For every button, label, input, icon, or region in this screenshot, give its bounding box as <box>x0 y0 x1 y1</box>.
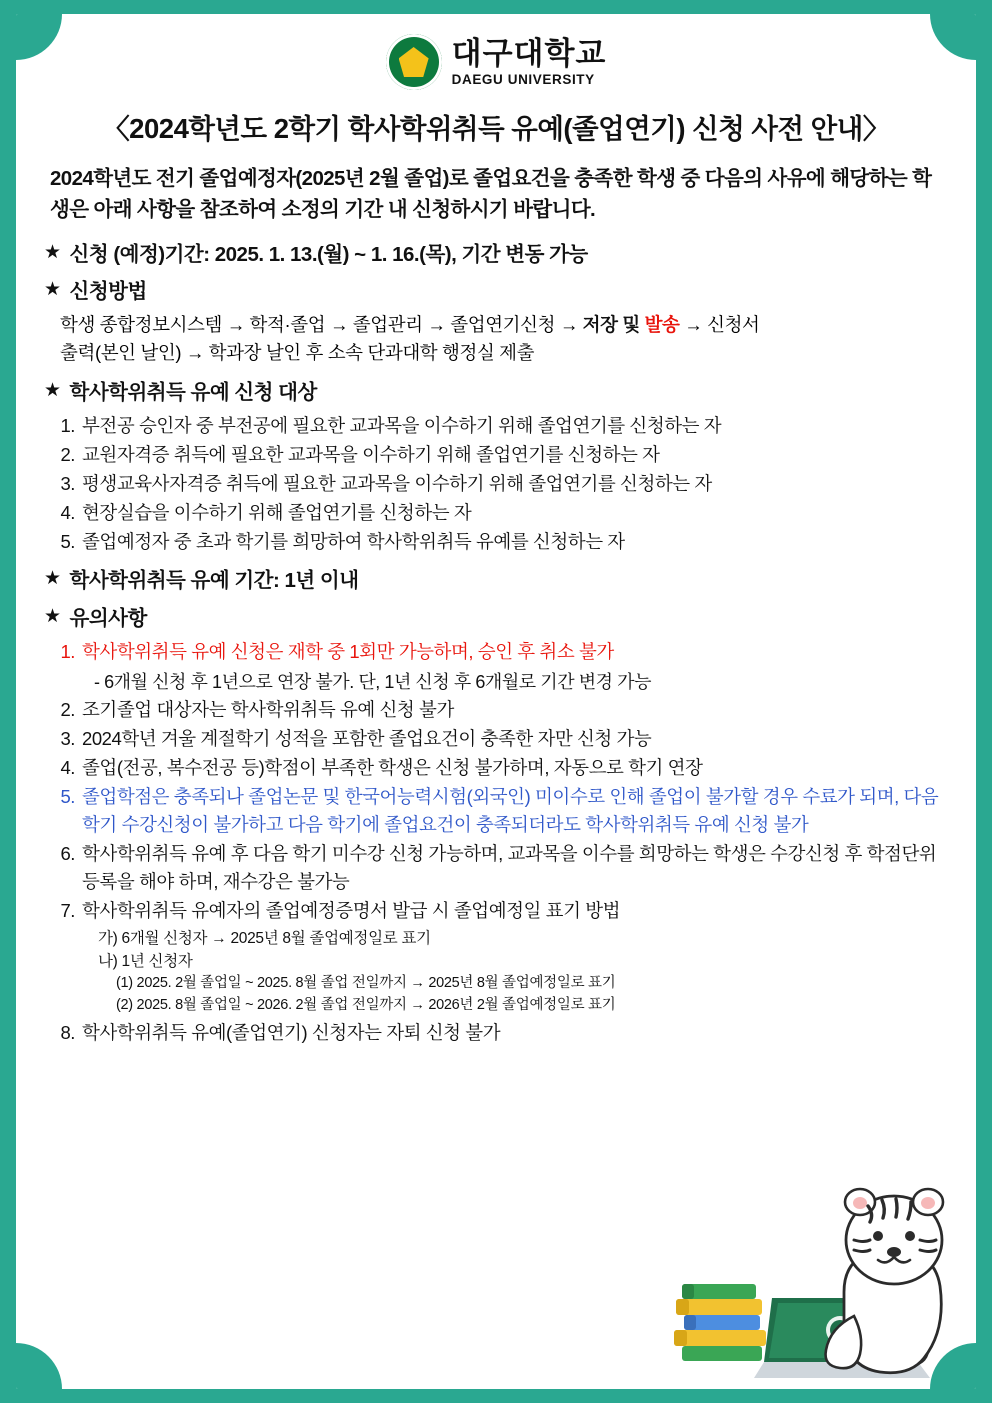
list-item: 3. 평생교육사자격증 취득에 필요한 교과목을 이수하기 위해 졸업연기를 신청하는 자 <box>60 472 712 494</box>
lead-paragraph: 2024학년도 전기 졸업예정자(2025년 2월 졸업)로 졸업요건을 충족한 학생 중 다음의 사유에 해당하는 학생은 아래 사항을 참조하여 소정의 기간 내 신청하시기 바랍니다. <box>50 167 932 221</box>
list-item: 4. 현장실습을 이수하기 위해 졸업연기를 신청하는 자 <box>60 502 472 524</box>
method-line1-strong: 저장 및 <box>582 313 645 335</box>
university-name-en: DAEGU UNIVERSITY <box>451 71 595 87</box>
star-bullet-icon: ★ <box>44 568 61 590</box>
section-method <box>42 279 950 368</box>
list-item: 6. 학사학위취득 유예 후 다음 학기 미수강 신청 가능하며, 교과목을 이수를 희망하는 학생은 수강신청 후 학점단위 등록을 해야 하며, 재수강은 불가능 <box>60 843 937 893</box>
section-duration <box>42 568 950 594</box>
section-target <box>42 380 950 556</box>
list-item: 8. 학사학위취득 유예(졸업연기) 신청자는 자퇴 신청 불가 <box>60 1021 501 1043</box>
method-steps <box>60 311 950 368</box>
notes-list <box>42 638 950 666</box>
list-item: 4. 졸업(전공, 복수전공 등)학점이 부족한 학생은 신청 불가하며, 자동으로 학기 연장 <box>60 756 703 778</box>
section-notes <box>42 606 950 1047</box>
method-line1-red: 발송 <box>644 313 680 335</box>
list-item: 2. 교원자격증 취득에 필요한 교과목을 이수하기 위해 졸업연기를 신청하는 자 <box>60 443 660 465</box>
notes-list-cont <box>42 696 950 926</box>
note-7-sub-b-2: (2) 2025. 8월 졸업일 ~ 2026. 2월 졸업 전일까지 → 2026년 2월 졸업예정일로 표기 <box>116 996 616 1013</box>
note-1-sub: - 6개월 신청 후 1년으로 연장 불가. 단, 1년 신청 후 6개월로 기간 변경 가능 <box>94 671 652 692</box>
section-duration-heading: 학사학위취득 유예 기간: 1년 이내 <box>69 569 359 593</box>
star-bullet-icon: ★ <box>44 605 61 627</box>
star-bullet-icon: ★ <box>44 279 61 301</box>
section-method-heading: 신청방법 <box>69 280 147 304</box>
note-7-sub-b-1: (1) 2025. 2월 졸업일 ~ 2025. 8월 졸업 전일까지 → 2025년 8월 졸업예정일로 표기 <box>116 975 616 991</box>
method-line1-pre: 학생 종합정보시스템 → 학적·졸업 → 졸업관리 → 졸업연기신청 → <box>60 313 583 335</box>
star-bullet-icon: ★ <box>44 241 61 263</box>
page-title: 〈2024학년도 2학기 학사학위취득 유예(졸업연기) 신청 사전 안내〉 <box>102 113 890 144</box>
list-item: 1. 학사학위취득 유예 신청은 재학 중 1회만 가능하며, 승인 후 취소 불가 <box>60 640 614 662</box>
list-item: 5. 졸업예정자 중 초과 학기를 희망하여 학사학위취득 유예를 신청하는 자 <box>60 531 625 553</box>
list-item: 3. 2024학년 겨울 계절학기 성적을 포함한 졸업요건이 충족한 자만 신청 가능 <box>60 727 652 749</box>
corner-notch-bottom-left <box>16 1343 62 1389</box>
section-notes-heading: 유의사항 <box>69 606 147 630</box>
note-7-sub-a: 가) 6개월 신청자 → 2025년 8월 졸업예정일로 표기 <box>98 929 431 947</box>
university-emblem-icon <box>386 34 442 90</box>
university-logo <box>42 34 950 90</box>
method-line2: 출력(본인 날인) → 학과장 날인 후 소속 단과대학 행정실 제출 <box>60 342 535 364</box>
section-period <box>42 242 950 268</box>
star-bullet-icon: ★ <box>44 380 61 402</box>
target-list <box>42 412 950 557</box>
poster-content <box>16 14 976 1047</box>
university-name-kr: 대구대학교 <box>451 35 607 71</box>
method-line1-post: → 신청서 <box>679 313 760 335</box>
notes-list-last <box>42 1019 950 1047</box>
section-target-heading: 학사학위취득 유예 신청 대상 <box>69 381 317 405</box>
poster-sheet <box>16 14 976 1389</box>
list-item: 1. 부전공 승인자 중 부전공에 필요한 교과목을 이수하기 위해 졸업연기를 신청하는 자 <box>60 414 722 436</box>
list-item: 7. 학사학위취득 유예자의 졸업예정증명서 발급 시 졸업예정일 표기 방법 <box>60 900 621 922</box>
tiger-mascot-icon <box>668 1166 958 1381</box>
list-item: 5. 졸업학점은 충족되나 졸업논문 및 한국어능력시험(외국인) 미이수로 인해 졸업이 불가할 경우 수료가 되며, 다음 학기 수강신청이 불가하고 다음 학기에 졸업요건이 충족되더라도 학사학위취득 유예 신청 불가 <box>60 785 939 836</box>
note-7-sub-b: 나) 1년 신청자 <box>98 952 193 970</box>
section-period-heading: 신청 (예정)기간: 2025. 1. 13.(월) ~ 1. 16.(목), 기간 변동 가능 <box>69 242 588 266</box>
list-item: 2. 조기졸업 대상자는 학사학위취득 유예 신청 불가 <box>60 698 454 720</box>
